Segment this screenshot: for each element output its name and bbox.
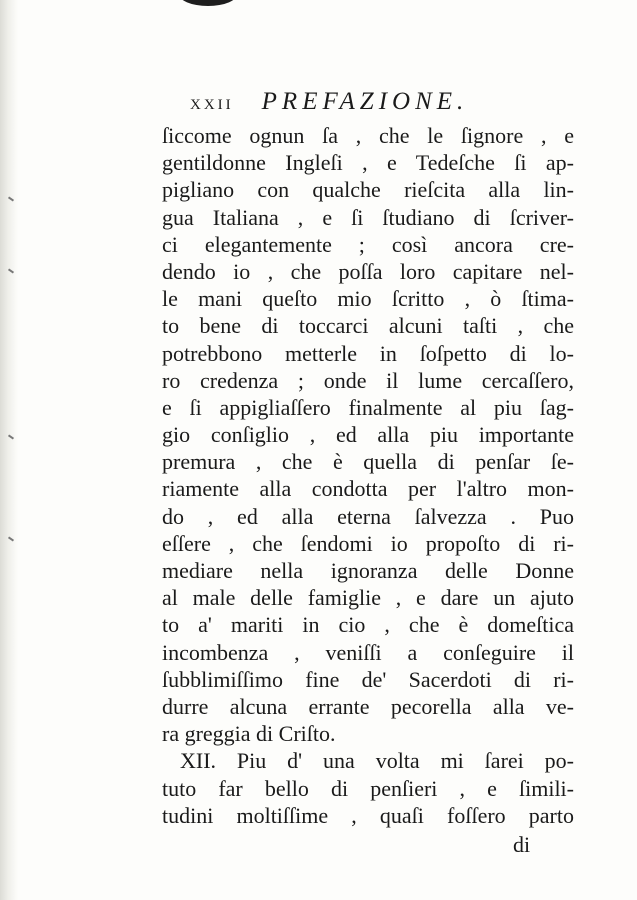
- text-line: gentildonne Ingleſi , e Tedeſche ſi ap-: [162, 150, 574, 176]
- ink-blot: [178, 0, 238, 6]
- text-line: ſiccome ognun ſa , che le ſignore , e: [162, 123, 574, 148]
- text-line: e ſi appigliaſſero finalmente al piu ſag-: [162, 394, 574, 420]
- speck: [8, 196, 14, 201]
- edge-specks: [4, 0, 20, 900]
- text-line: ſubblimiſſimo fine de' Sacerdoti di ri-: [162, 666, 574, 692]
- text-line: al male delle famiglie , e dare un ajuto: [162, 585, 574, 611]
- text-line: gua Italiana , e ſi ſtudiano di ſcriver-: [162, 204, 574, 230]
- catchword: di: [513, 832, 531, 857]
- page-number: xxii: [190, 90, 234, 114]
- text-line: durre alcuna errante pecorella alla ve-: [162, 693, 574, 719]
- text-line: ci elegantemente ; così ancora cre-: [162, 231, 574, 257]
- text-line: pigliano con qualche rieſcita alla lin-: [162, 177, 574, 203]
- text-line: riamente alla condotta per l'altro mon-: [162, 476, 574, 502]
- text-line: dendo io , che poſſa loro capitare nel-: [162, 258, 574, 284]
- text-line: eſſere , che ſendomi io propoſto di ri-: [162, 530, 574, 556]
- speck: [8, 434, 14, 439]
- speck: [8, 268, 14, 273]
- paragraph-end-line: ra greggia di Criſto.: [162, 721, 336, 747]
- speck: [8, 536, 14, 541]
- text-line: ro credenza ; onde il lume cercaſſero,: [162, 367, 574, 393]
- text-line: gio conſiglio , ed alla piu importante: [162, 422, 574, 448]
- section-start-line: XII. Piu d' una volta mi ſarei po-: [180, 748, 574, 774]
- text-line: to bene di toccarci alcuni taſti , che: [162, 313, 574, 339]
- text-line: mediare nella ignoranza delle Donne: [162, 558, 574, 583]
- text-line: do , ed alla eterna ſalvezza . Puo: [162, 503, 574, 529]
- text-line: to a' mariti in cio , che è domeſtica: [162, 612, 574, 638]
- text-line: potrebbono metterle in ſoſpetto di lo-: [162, 340, 574, 366]
- running-head: [190, 88, 520, 120]
- running-title: PREFAZIONE.: [261, 88, 469, 115]
- text-line: le mani queſto mio ſcritto , ò ſtima-: [162, 286, 574, 312]
- body-text: [162, 122, 574, 829]
- text-line: premura , che è quella di penſar ſe-: [162, 449, 574, 475]
- text-line: tuto far bello di penſieri , e ſimili-: [162, 775, 574, 801]
- text-line: incombenza , veniſſi a conſeguire il: [162, 639, 574, 665]
- text-line: tudini moltiſſime , quaſi foſſero parto: [162, 802, 574, 828]
